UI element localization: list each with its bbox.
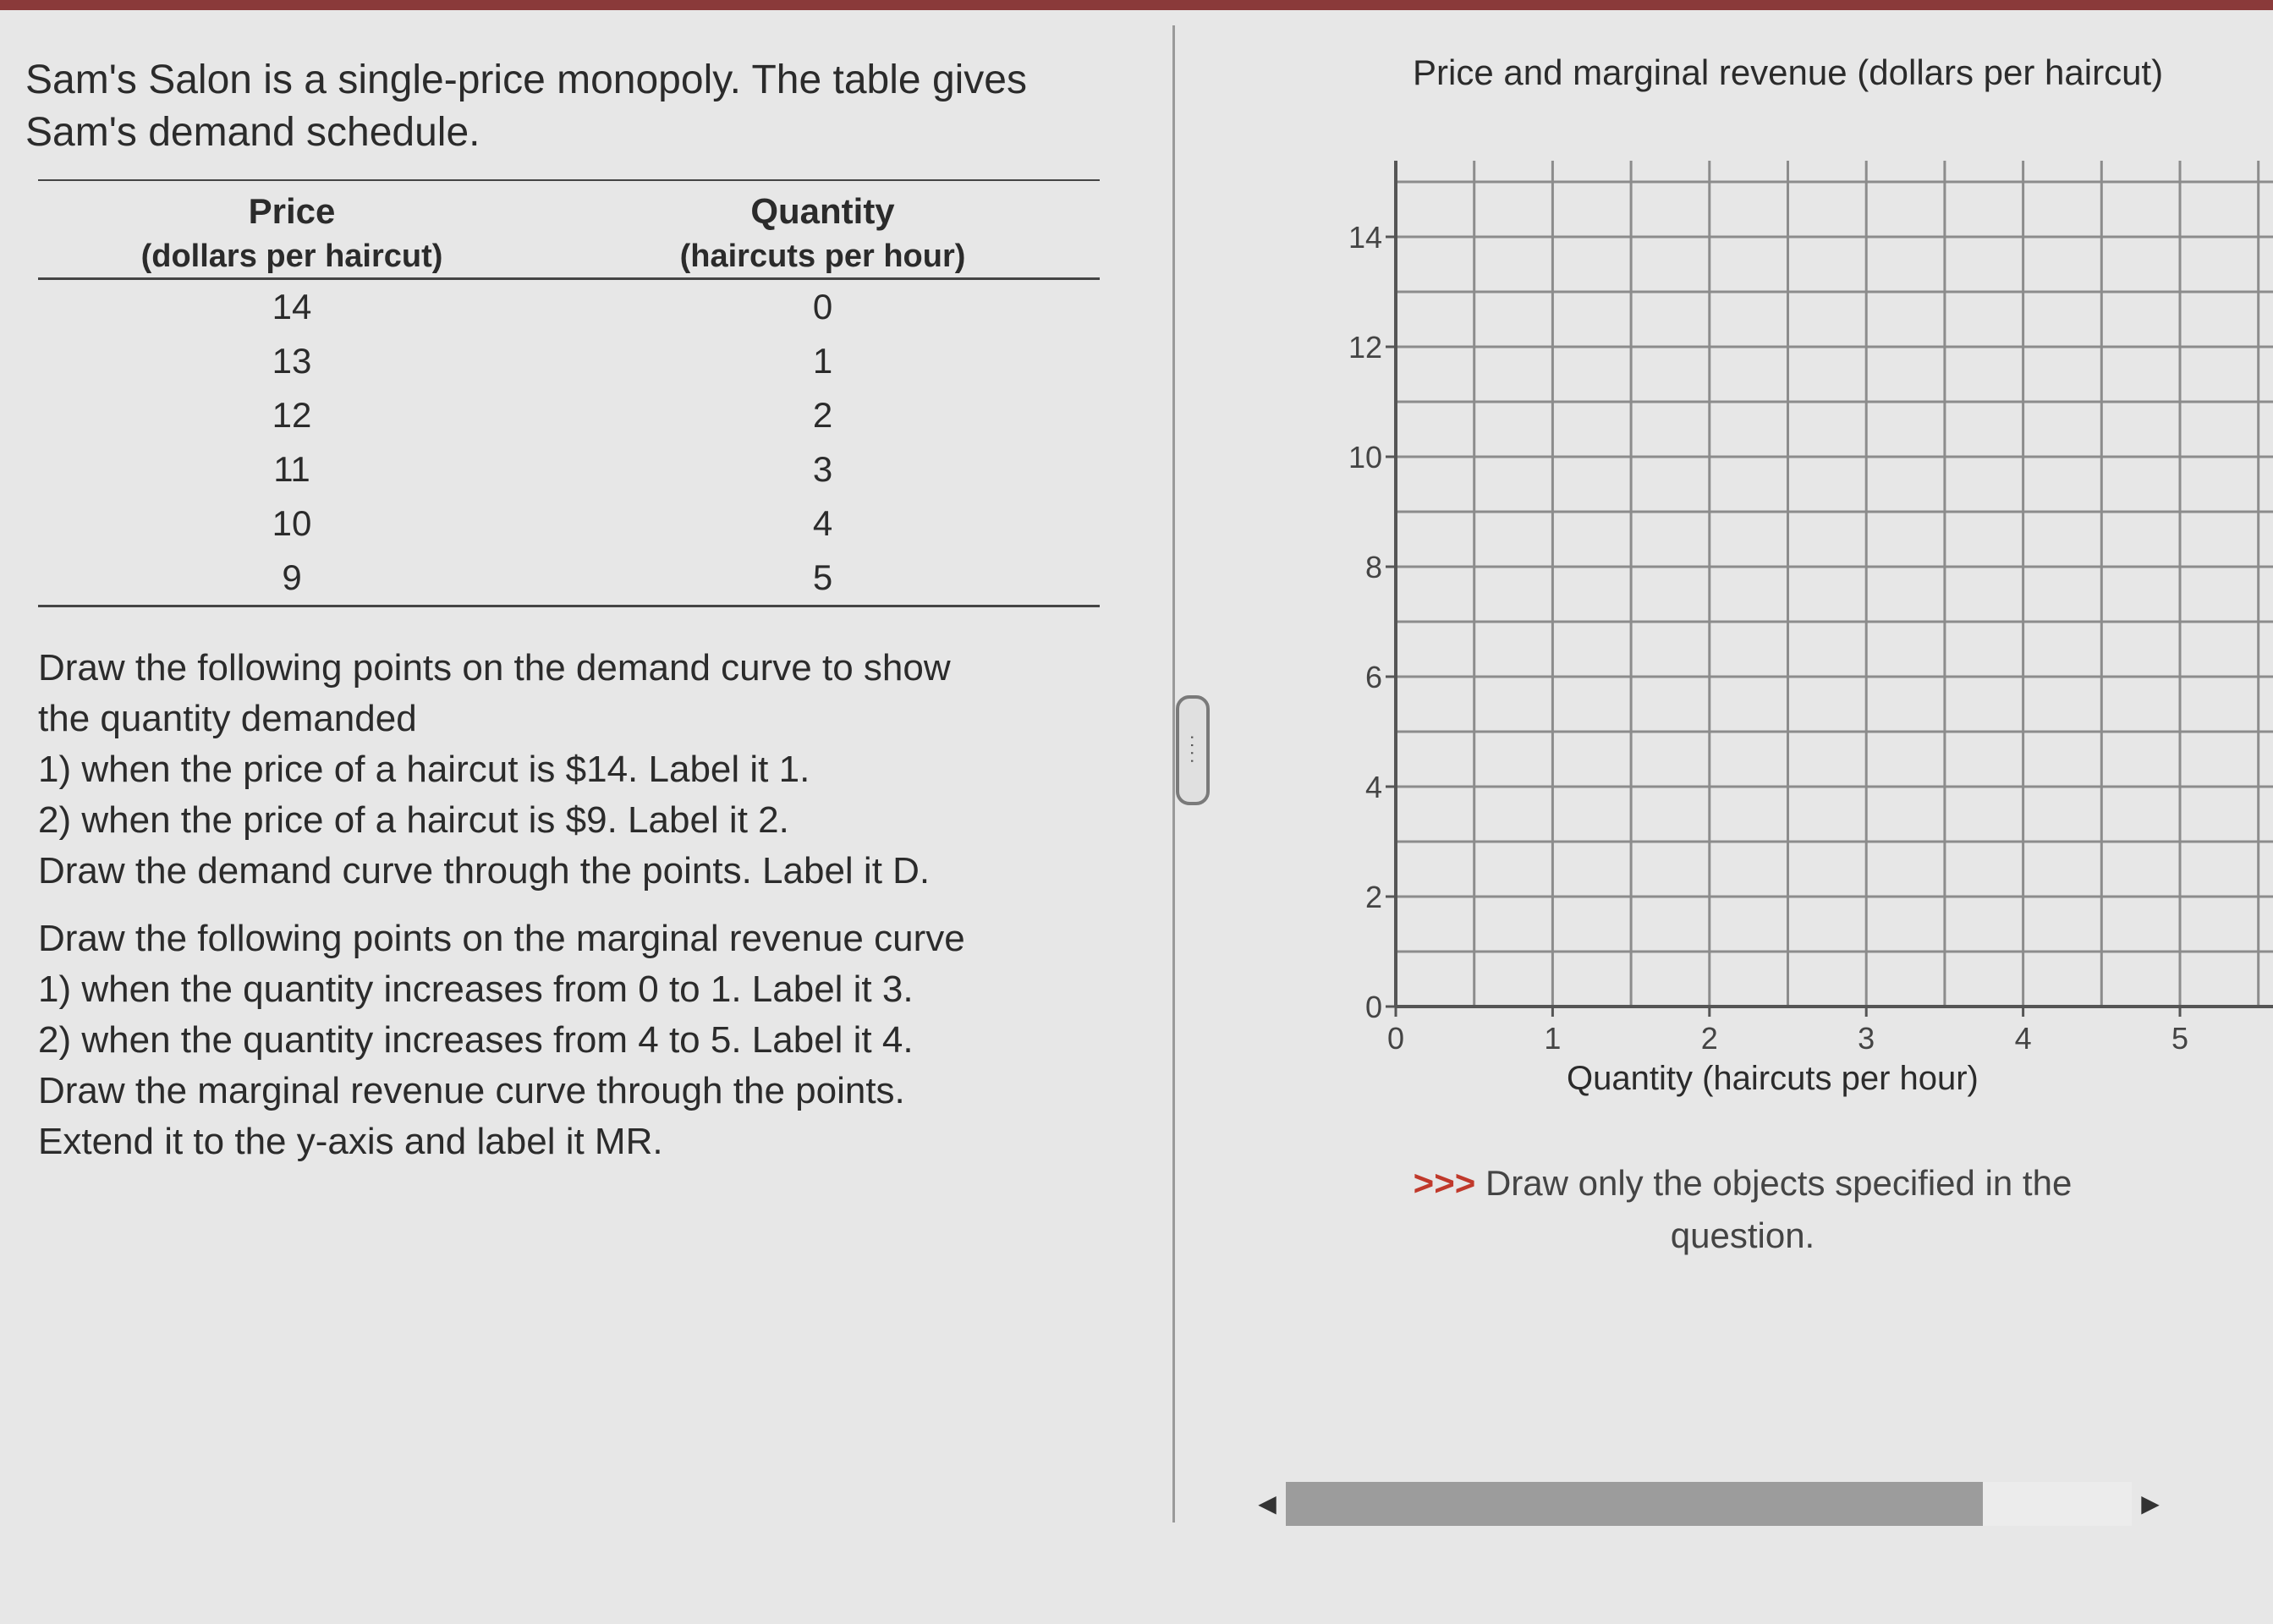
quantity-cell: 1	[812, 341, 833, 381]
instruction-line: Draw the marginal revenue curve through the points.	[38, 1070, 905, 1111]
price-column-header	[38, 180, 546, 279]
intro-line-1: Sam's Salon is a single-price monopoly. The table gives	[25, 58, 1027, 102]
demand-schedule-table	[38, 179, 1100, 607]
note-arrows-icon: >>>	[1413, 1163, 1476, 1203]
quantity-cell: 2	[812, 395, 833, 435]
x-tick-label: 2	[1700, 1021, 1718, 1056]
table-row	[38, 279, 1100, 335]
price-header-unit: (dollars per haircut)	[140, 239, 443, 274]
instruction-line: Extend it to the y-axis and label it MR.	[38, 1121, 663, 1162]
price-cell: 10	[272, 503, 312, 543]
price-header-title: Price	[248, 191, 336, 231]
drawing-note	[1337, 1157, 2149, 1262]
y-tick-label: 2	[1364, 880, 1382, 914]
y-tick-label: 4	[1364, 770, 1382, 804]
x-axis-ticks	[1387, 1007, 2188, 1056]
quantity-cell: 0	[812, 287, 833, 326]
quantity-header-title: Quantity	[750, 191, 895, 231]
graph-x-axis-title: Quantity (haircuts per hour)	[1567, 1060, 1979, 1097]
y-tick-label: 14	[1348, 220, 1382, 255]
scroll-right-icon[interactable]: ▶	[2141, 1490, 2160, 1517]
horizontal-scrollbar[interactable]	[1252, 1482, 2166, 1526]
price-cell: 11	[273, 449, 310, 489]
y-axis-ticks	[1348, 220, 1396, 1024]
instructions	[38, 643, 1138, 1167]
y-tick-label: 0	[1364, 990, 1382, 1024]
table-row	[38, 442, 1100, 497]
x-tick-label: 5	[2171, 1021, 2189, 1056]
note-text: Draw only the objects specified in the question.	[1485, 1163, 2073, 1255]
question-panel	[0, 10, 1176, 1524]
scroll-thumb[interactable]	[1286, 1482, 1983, 1526]
quantity-cell: 4	[812, 503, 833, 543]
x-tick-label: 3	[1858, 1021, 1875, 1056]
quantity-cell: 3	[812, 449, 833, 489]
question-intro	[25, 54, 1091, 159]
intro-line-2: Sam's demand schedule.	[25, 110, 480, 155]
quantity-column-header	[546, 180, 1100, 279]
y-tick-label: 10	[1348, 440, 1382, 475]
instruction-line: the quantity demanded	[38, 698, 417, 739]
instruction-line: 1) when the price of a haircut is $14. Label it 1.	[38, 749, 810, 790]
instruction-line: Draw the following points on the marginal revenue curve	[38, 918, 965, 959]
graph-y-axis-title: Price and marginal revenue (dollars per haircut)	[1413, 52, 2164, 92]
quantity-header-unit: (haircuts per hour)	[679, 239, 966, 274]
panel-divider	[1172, 25, 1175, 1522]
quantity-cell: 5	[812, 557, 833, 597]
y-tick-label: 12	[1348, 330, 1382, 365]
price-cell: 13	[272, 341, 312, 381]
price-cell: 9	[282, 557, 302, 597]
instruction-line: Draw the demand curve through the points. Label it D.	[38, 850, 931, 892]
instruction-line: 2) when the quantity increases from 4 to 5. Label it 4.	[38, 1019, 914, 1061]
instruction-line: 2) when the price of a haircut is $9. Label it 2.	[38, 799, 789, 841]
table-row	[38, 334, 1100, 388]
graph-grid	[1396, 161, 2273, 1007]
instruction-line: 1) when the quantity increases from 0 to 1. Label it 3.	[38, 968, 914, 1010]
x-tick-label: 1	[1544, 1021, 1562, 1056]
table-row	[38, 388, 1100, 442]
price-cell: 12	[272, 395, 312, 435]
x-tick-label: 0	[1386, 1021, 1405, 1056]
handle-dots-icon: ····	[1183, 734, 1204, 766]
table-row	[38, 551, 1100, 606]
instruction-line: Draw the following points on the demand curve to show	[38, 647, 951, 689]
scroll-left-icon[interactable]: ◀	[1258, 1490, 1277, 1517]
top-accent-bar	[0, 0, 2273, 10]
table-row	[38, 497, 1100, 551]
panel-resize-handle[interactable]	[1176, 695, 1210, 805]
drawing-graph[interactable]	[1320, 110, 2273, 1057]
y-tick-label: 8	[1364, 550, 1382, 584]
y-tick-label: 6	[1364, 660, 1382, 694]
price-cell: 14	[272, 287, 312, 326]
x-tick-label: 4	[2014, 1021, 2032, 1056]
